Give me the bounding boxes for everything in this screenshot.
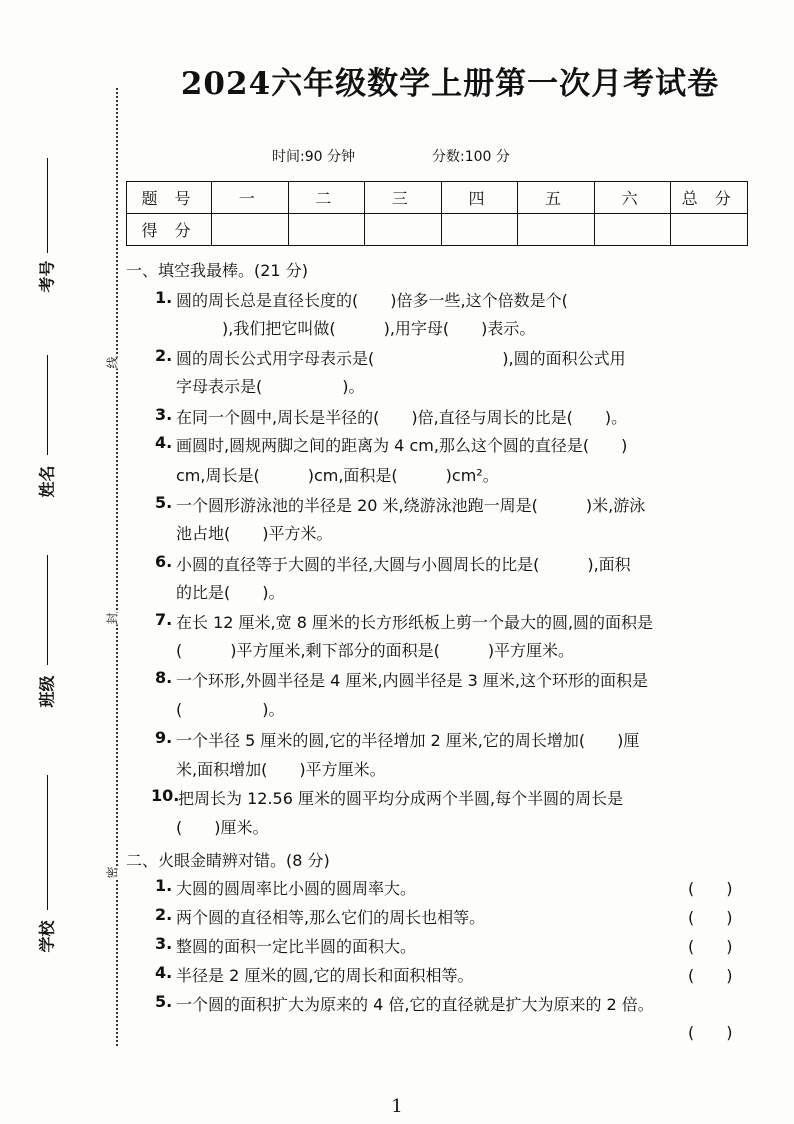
question-number: 3. [155, 405, 173, 424]
question-number: 10. [151, 786, 180, 805]
question-number: 7. [155, 610, 173, 629]
score-table-header-cell: 六 [594, 182, 671, 214]
judge-answer-bracket[interactable]: ( ) [688, 1023, 733, 1042]
page-title: 2024六年级数学上册第一次月考试卷 [180, 66, 720, 102]
question-number: 1. [155, 288, 173, 307]
question-line: 在长 12 厘米,宽 8 厘米的长方形纸板上剪一个最大的圆,圆的面积是 [176, 613, 654, 632]
question-line: ),我们把它叫做( ),用字母( )表示。 [190, 319, 536, 338]
page-number: 1 [391, 1096, 403, 1117]
score-table-score-row [127, 214, 748, 246]
score-cell [671, 214, 748, 246]
question-line: 小圆的直径等于大圆的半径,大圆与小圆周长的比是( ),面积 [176, 555, 631, 574]
question-line: 的比是( )。 [176, 583, 285, 602]
judge-statement: 两个圆的直径相等,那么它们的周长也相等。 [176, 908, 486, 927]
question-line: 字母表示是( )。 [176, 377, 365, 396]
question-line: ( )平方厘米,剩下部分的面积是( )平方厘米。 [176, 641, 575, 660]
question-line: ( )厘米。 [176, 818, 269, 837]
judge-answer-bracket[interactable]: ( ) [688, 879, 733, 898]
question-line: 一个圆形游泳池的半径是 20 米,绕游泳池跑一周是( )米,游泳 [176, 496, 646, 515]
question-line: 画圆时,圆规两脚之间的距离为 4 cm,那么这个圆的直径是( ) [176, 436, 628, 455]
score-row-label: 得 分 [127, 214, 212, 246]
judge-statement: 大圆的圆周率比小圆的圆周率大。 [176, 879, 417, 898]
score-table [126, 181, 748, 246]
question-number: 4. [155, 433, 173, 452]
score-table-header-cell: 一 [212, 182, 289, 214]
side-fill-line [47, 775, 48, 910]
judge-answer-bracket[interactable]: ( ) [688, 937, 733, 956]
score-table-header-cell: 题 号 [127, 182, 212, 214]
judge-number: 1. [155, 876, 173, 895]
seal-char-secret: 密 [102, 866, 123, 878]
judge-statement: 整圆的面积一定比半圆的面积大。 [176, 937, 417, 956]
side-fill-line [47, 555, 48, 665]
section-2-title: 二、火眼金睛辨对错。(8 分) [126, 851, 330, 870]
side-fill-line [47, 158, 48, 253]
section-1-title: 一、填空我最棒。(21 分) [126, 261, 308, 280]
score-cell [518, 214, 595, 246]
judge-number: 2. [155, 905, 173, 924]
judge-number: 3. [155, 934, 173, 953]
score-cell [212, 214, 289, 246]
question-line: 圆的周长公式用字母表示是( ),圆的面积公式用 [176, 349, 626, 368]
side-label-exam-number: 考号 [37, 260, 57, 293]
seal-char-line: 线 [102, 356, 123, 368]
score-cell [441, 214, 518, 246]
question-line: ( )。 [176, 700, 285, 719]
score-table-header-cell: 三 [365, 182, 442, 214]
score-cell [594, 214, 671, 246]
score-table-header-cell: 五 [518, 182, 595, 214]
score-table-header-cell: 总 分 [671, 182, 748, 214]
question-line: 一个半径 5 厘米的圆,它的半径增加 2 厘米,它的周长增加( )厘 [176, 731, 640, 750]
seal-dotted-line [116, 88, 118, 1046]
question-number: 6. [155, 552, 173, 571]
question-line: 一个环形,外圆半径是 4 厘米,内圆半径是 3 厘米,这个环形的面积是 [176, 671, 648, 690]
side-label-name: 姓名 [37, 465, 57, 498]
question-number: 5. [155, 493, 173, 512]
exam-time: 时间:90 分钟 [272, 149, 355, 165]
judge-statement: 一个圆的面积扩大为原来的 4 倍,它的直径就是扩大为原来的 2 倍。 [176, 995, 654, 1014]
score-cell [365, 214, 442, 246]
question-line: 在同一个圆中,周长是半径的( )倍,直径与周长的比是( )。 [176, 408, 628, 427]
score-cell [288, 214, 365, 246]
question-number: 8. [155, 668, 173, 687]
question-number: 9. [155, 728, 173, 747]
score-table-header-cell: 二 [288, 182, 365, 214]
side-fill-line [47, 355, 48, 455]
seal-char-seal: 封 [102, 612, 123, 624]
side-label-school: 学校 [37, 920, 57, 953]
judge-answer-bracket[interactable]: ( ) [688, 908, 733, 927]
judge-number: 4. [155, 963, 173, 982]
side-label-class: 班级 [37, 675, 57, 708]
question-number: 2. [155, 346, 173, 365]
question-line: 圆的周长总是直径长度的( )倍多一些,这个倍数是个( [176, 291, 568, 310]
question-line: 米,面积增加( )平方厘米。 [176, 760, 386, 779]
judge-statement: 半径是 2 厘米的圆,它的周长和面积相等。 [176, 966, 474, 985]
question-line: 把周长为 12.56 厘米的圆平均分成两个半圆,每个半圆的周长是 [178, 789, 624, 808]
judge-answer-bracket[interactable]: ( ) [688, 966, 733, 985]
judge-number: 5. [155, 992, 173, 1011]
exam-score-total: 分数:100 分 [432, 149, 510, 165]
question-line: cm,周长是( )cm,面积是( )cm²。 [176, 466, 499, 485]
score-table-header-cell: 四 [441, 182, 518, 214]
score-table-header-row [127, 182, 748, 214]
question-line: 池占地( )平方米。 [176, 524, 333, 543]
